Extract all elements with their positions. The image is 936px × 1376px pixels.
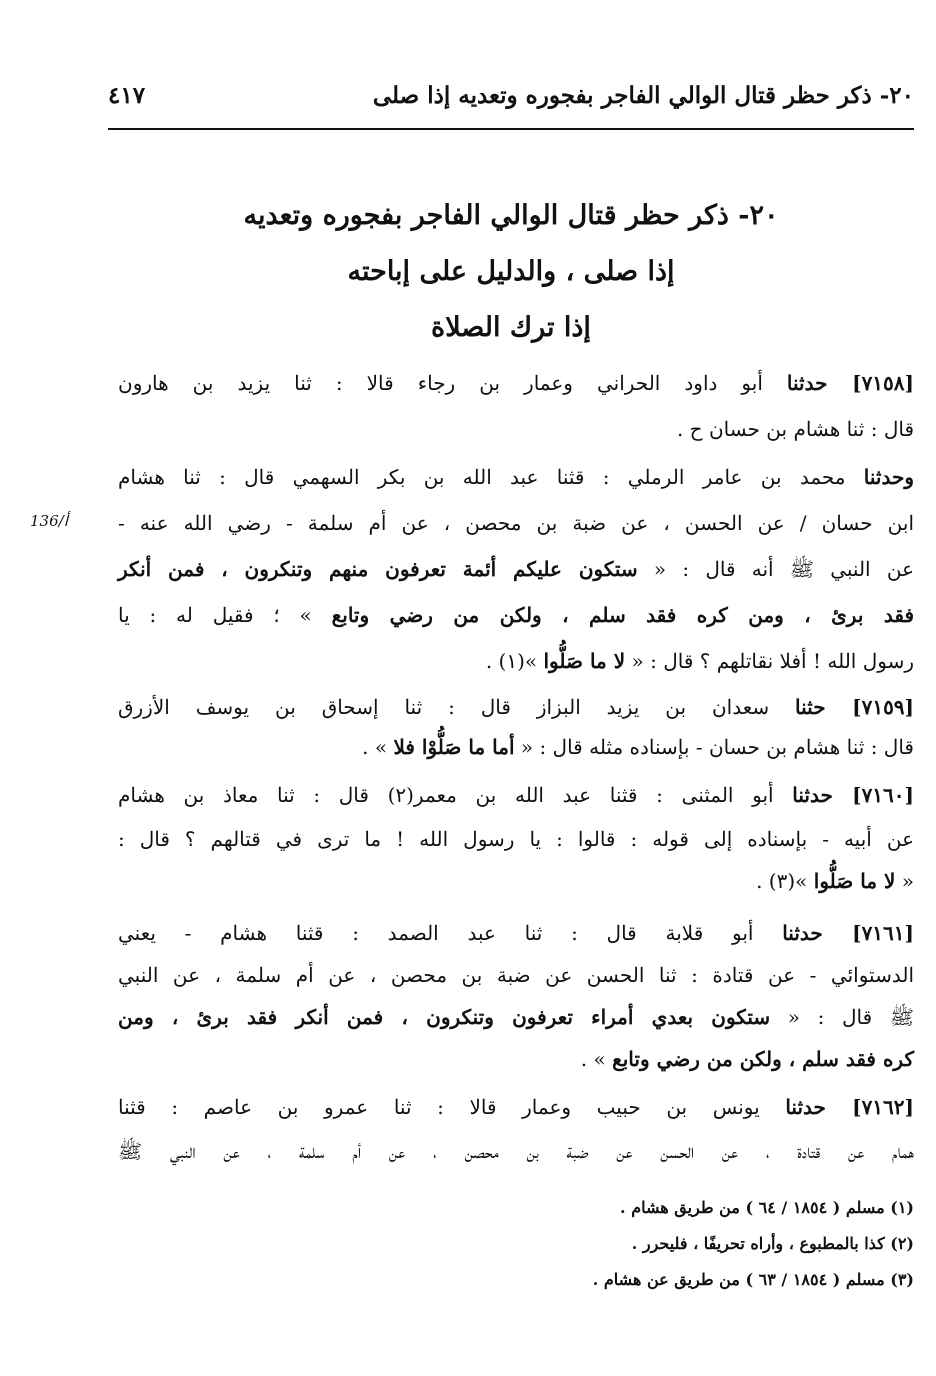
line-text: أبو داود الحراني وعمار بن رجاء قالا : ثنا يزيد بن هارون xyxy=(118,371,787,395)
line-text: سعدان بن يزيد البزاز قال : ثنا إسحاق بن يوسف الأزرق xyxy=(118,695,796,719)
narration-keyword: حدثنا xyxy=(792,783,833,807)
line-text: »(١) . xyxy=(485,649,544,673)
line-text: » . xyxy=(580,1047,613,1071)
line-text: أبو المثنى : قثنا عبد الله بن معمر(٢) قال : ثنا معاذ بن هشام xyxy=(118,783,793,807)
line-text: عن أبيه - بإسناده إلى قوله : قالوا : يا رسول الله ! ما ترى في قتالهم ؟ قال : xyxy=(118,827,914,851)
narration-keyword: حثنا xyxy=(795,695,826,719)
line-text: أبو قلابة قال : ثنا عبد الصمد : قثنا هشام - يعني xyxy=(118,921,783,945)
prophetic-text: ستكون عليكم أئمة تعرفون منهم وتنكرون ، فمن أنكر xyxy=(118,557,638,581)
narration-keyword: حدثنا xyxy=(782,921,823,945)
narration-keyword: حدثنا xyxy=(785,1095,826,1119)
hadith-number: [٧١٦٠] xyxy=(832,783,914,807)
text-line xyxy=(118,816,914,862)
prophetic-text: فقد برئ ، ومن كره فقد سلم ، ولكن من رضي وتابع xyxy=(331,603,914,627)
line-text: قال : ثنا هشام بن حسان - بإسناده مثله قال : « xyxy=(514,735,914,759)
line-text: همام عن قتادة ، عن الحسن عن ضبة بن محصن ، عن أم سلمة ، عن النبي ﷺ xyxy=(118,1139,914,1163)
line-text: ابن حسان / عن الحسن ، عن ضبة بن محصن ، عن أم سلمة - رضي الله عنه - xyxy=(118,511,914,535)
running-header xyxy=(108,78,914,122)
text-line xyxy=(118,724,914,770)
chapter-title-line-1: ٢٠- ذكر حظر قتال الوالي الفاجر بفجوره وتعديه xyxy=(243,200,779,231)
footnote: (٣) مسلم ( ١٨٥٤ / ٦٣ ) من طريق عن هشام . xyxy=(592,1270,914,1289)
text-line xyxy=(118,1036,914,1082)
line-text: قال : ثنا هشام بن حسان ح . xyxy=(676,417,914,441)
text-line xyxy=(118,454,914,500)
line-text: الدستوائي - عن قتادة : ثنا الحسن عن ضبة بن محصن ، عن أم سلمة ، عن النبي xyxy=(118,963,914,987)
text-line xyxy=(118,994,914,1040)
prophetic-text: كره فقد سلم ، ولكن من رضي وتابع xyxy=(612,1047,914,1071)
text-line xyxy=(118,1084,914,1130)
hadith-number: [٧١٥٨] xyxy=(827,371,914,395)
line-text: » ؛ فقيل له : يا xyxy=(118,603,332,627)
prophetic-text: لا ما صَلُّوا xyxy=(543,649,626,673)
text-line xyxy=(118,406,914,452)
text-line xyxy=(118,360,914,406)
narration-keyword: حدثنا xyxy=(786,371,828,395)
line-text: رسول الله ! أفلا نقاتلهم ؟ قال : « xyxy=(625,649,914,673)
folio-margin-note: 136/أ xyxy=(30,512,68,530)
text-line xyxy=(118,546,914,592)
line-text: « xyxy=(895,869,914,893)
line-text: عن النبي ﷺ أنه قال : « xyxy=(637,557,915,581)
prophetic-text: أما ما صَلُّوْا فلا xyxy=(393,735,515,759)
text-line xyxy=(118,952,914,998)
prophetic-text: لا ما صَلُّوا xyxy=(813,869,896,893)
text-line xyxy=(118,858,914,904)
footnote: (٢) كذا بالمطبوع ، وأراه تحريفًا ، فليحرر . xyxy=(631,1234,914,1253)
page-number: ٤١٧ xyxy=(108,82,146,109)
text-line xyxy=(118,592,914,638)
line-text: يونس بن حبيب وعمار قالا : ثنا عمرو بن عاصم : قثنا xyxy=(118,1095,786,1119)
line-text: » . xyxy=(362,735,394,759)
line-text: »(٣) . xyxy=(756,869,814,893)
hadith-number: [٧١٦١] xyxy=(822,921,914,945)
text-line xyxy=(118,910,914,956)
running-title: ٢٠- ذكر حظر قتال الوالي الفاجر بفجوره وتعديه إذا صلى xyxy=(372,82,914,109)
text-line xyxy=(118,638,914,684)
narration-keyword: وحدثنا xyxy=(863,465,914,489)
hadith-number: [٧١٥٩] xyxy=(825,695,915,719)
prophetic-text: ستكون بعدي أمراء تعرفون وتنكرون ، فمن أنكر فقد برئ ، ومن xyxy=(118,1005,771,1029)
chapter-title-line-3: إذا ترك الصلاة xyxy=(431,312,591,343)
footnote: (١) مسلم ( ١٨٥٤ / ٦٤ ) من طريق هشام . xyxy=(620,1198,914,1217)
text-line xyxy=(118,1128,914,1174)
chapter-title-line-2: إذا صلى ، والدليل على إباحته xyxy=(347,256,675,287)
line-text: محمد بن عامر الرملي : قثنا عبد الله بن بكر السهمي قال : ثنا هشام xyxy=(118,465,864,489)
header-rule xyxy=(108,128,914,130)
line-text: ﷺ قال : « xyxy=(770,1005,914,1029)
text-line xyxy=(118,500,914,546)
text-line xyxy=(118,772,914,818)
hadith-number: [٧١٦٢] xyxy=(825,1095,914,1119)
